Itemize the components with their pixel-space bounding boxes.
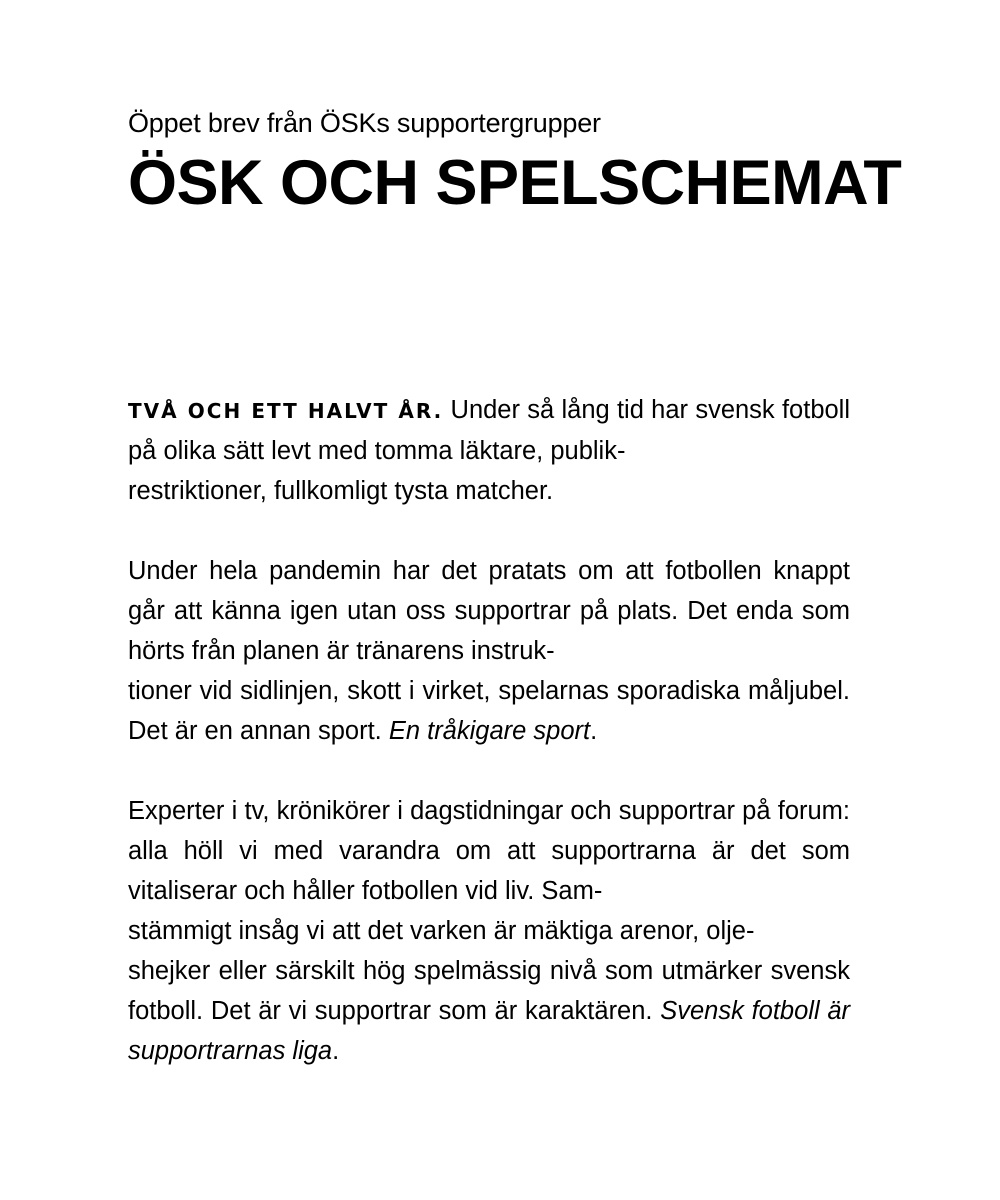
article-title: ÖSK OCH SPELSCHEMAT	[128, 148, 902, 218]
paragraph-3-emphasis: Svensk fotboll är supportrarnas liga	[128, 997, 850, 1065]
paragraph-3-text-b: stämmigt insåg vi att det varken är mäktiga arenor, olje	[128, 917, 746, 945]
paragraph-3-end: .	[332, 1037, 340, 1065]
paragraph-2: Under hela pandemin har det pratats om att fotbollen knappt går att känna igen utan oss supportrar på plats. Det enda som hörts från planen är tränarens instruk- tioner vid sidlinjen, skott i virket, spelarnas sporadiska måljubel. Det är en annan sport. En tråkigare sport.	[128, 557, 850, 745]
paragraph-2-text-b: tioner vid sidlinjen, skott i virket, spelarnas sporadiska måljubel. Det är en annan sport.	[128, 677, 850, 745]
article-body	[128, 390, 850, 1111]
paragraph-lead: TVÅ OCH ETT HALVT ÅR.	[128, 399, 444, 423]
paragraph-1-text-a: Under så lång tid har svensk fotboll på olika sätt levt med tomma läktare, publik	[128, 396, 851, 465]
paragraph-2-emphasis: En tråkigare sport	[388, 717, 591, 745]
paragraph-3: Experter i tv, krönikörer i dagstidningar och supportrar på forum: alla höll vi med varandra om att supportrarna är det som vitaliserar och håller fotbollen vid liv. Sam- stämmigt insåg vi att det varken är mäktiga arenor, olje- shejker eller särskilt hög spelmässig nivå som utmärker svensk fotboll. Det är vi supportrar som är karaktären. Svensk fotboll är supportrarnas liga.	[128, 797, 850, 1065]
paragraph-2-end: .	[590, 717, 598, 745]
paragraph-3-text-a: Experter i tv, krönikörer i dagstidningar och supportrar på forum: alla höll vi med varandra om att supportrarna är det som vitaliserar och håller fotbollen vid liv. Sam	[128, 797, 850, 905]
paragraph-2-text-a: Under hela pandemin har det pratats om att fotbollen knappt går att känna igen utan oss supportrar på plats. Det enda som hörts från planen är tränarens instruk	[128, 557, 850, 665]
paragraph-1-text-b: restriktioner, fullkomligt tysta matcher.	[128, 477, 554, 505]
paragraph-3-text-c: shejker eller särskilt hög spelmässig nivå som utmärker svensk fotboll. Det är vi supportrar som är karaktären.	[128, 957, 850, 1025]
paragraph-1: TVÅ OCH ETT HALVT ÅR. Under så lång tid har svensk fotboll på olika sätt levt med tomma läktare, publik- restriktioner, fullkomligt tysta matcher.	[128, 396, 851, 505]
article-kicker: Öppet brev från ÖSKs supportergrupper	[128, 108, 601, 138]
